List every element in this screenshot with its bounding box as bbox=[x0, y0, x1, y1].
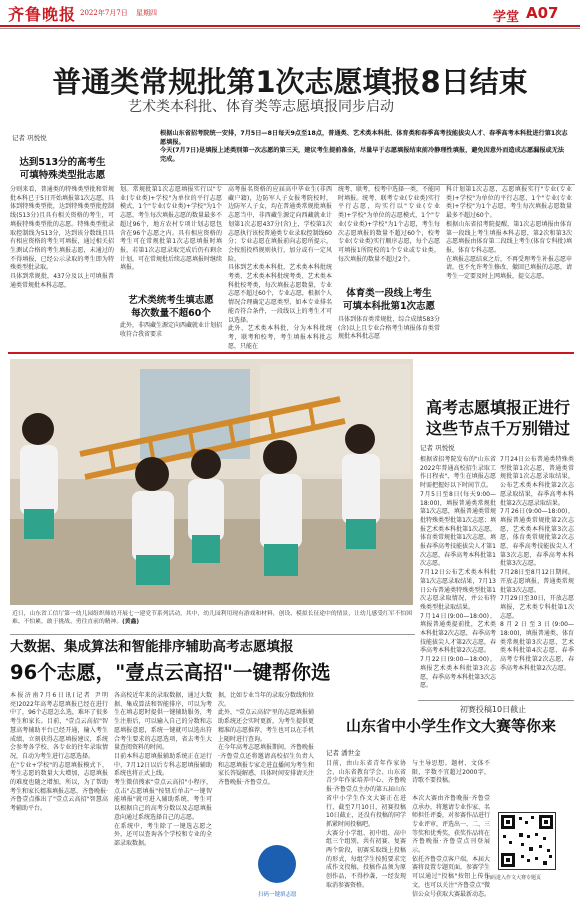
right-article-title: 高考志愿填报正进行 这些节点千万别错过 bbox=[425, 398, 570, 438]
bottom-right-title: 山东省中小学生作文大赛等你来 bbox=[345, 717, 556, 735]
bottom-left-col2: 各高校近年来的录取数据，通过大数据、集成算法和智能排序，可以为考生在填志愿时提供一键辅助服务，考生注册后，可以输入自己的分数和志愿填报意愿，系统一键就可以选出符合考生要求的志愿选项，省去考生大量查阅资料的时间。 目前本科志愿填报辅助系统正在运行中，7月12日以后专科志愿填报辅助系统也将正式上线。 考生微信搜索"壹点云高招"小程序，点击"志愿填报"按钮后单击"一键智能填报"就可进入辅助系统，考生可以根据自己的高考分数以及志愿填报意向通过系统选择自己的志愿。 在系统中，考生除了一键选志愿之外，还可以查询各个学校和专业的全部录取数据。 bbox=[114, 692, 212, 847]
qr-caption: 扫码进入作文大赛专题页 bbox=[486, 875, 542, 881]
bottom-right-divider bbox=[418, 700, 574, 701]
photo-caption bbox=[12, 610, 412, 626]
main-subhead: 艺术类本科批、体育类等志愿填报同步启动 bbox=[128, 99, 394, 115]
yidian-badge-label: 扫码一键填志愿 bbox=[258, 892, 297, 898]
news-photo bbox=[10, 359, 413, 605]
bottom-right-kicker: 初赛投稿10日截止 bbox=[459, 705, 527, 714]
newspaper-logo: 齐鲁晚报 bbox=[8, 5, 77, 24]
photo-caption-text: 近日，山东省工信厅第一幼儿园组织师幼开展七一建党节系列活动，其中，幼儿园利用现有游戏和材料，创设、模拟长征途中的情景，让幼儿感受红军不怕困难、不怕累，敢于挑战、勇往直前的精神。 bbox=[12, 611, 412, 625]
main-lead: 根据山东省招考院统一安排，7月5日—8日每天9点至18点，普通类、艺术类本科批、体育类和春季高考技能拔尖人才、春季高考本科批进行第1次志愿填报。 今天(7月7日)是填报上述类别第一次志愿的第三天，建议考生提前准备，尽量早于志愿填报结束前冷静理性填报，避免因意外而造成志愿漏报或无法完成。 bbox=[160, 130, 568, 163]
article-col4: 统考、联考，校考中选择一类，不能同时填报。统考、联考专业(专业类)实行平行志愿，均实行以"专业(专业类)+学校"为单位的志愿模式，1个"专业(专业类)+学校"为1个志愿，考生每次志愿填报的数量不超过60个，校考专业(专业类)实行顺序志愿，每个志愿可填报1所院校的1个专业或专业类，每次填报的数量不超过2个。 bbox=[338, 186, 441, 263]
article-col2: 划。常规批第1次志愿填报实行以"专业(专业类)+学校"为单位的平行志愿模式，1个"专业(专业类)+学校"为1个志愿，考生每次填报志愿的数量最多不超过96个，地方农村专项计划志愿包含在96个志愿之内。具有相应资格的考生可在常规批第1次志愿填报时填报，若第1次志愿录取完成后仍有剩余计划，可在常规批后续志愿填报时继续填报。 bbox=[120, 186, 223, 272]
bottom-right-col1: 目前，由山东省青年作家协会、山东省教育学会、山东省青少年作家培养中心、齐鲁晚报·齐鲁壹点主办的第五届山东省中小学生作文大赛正在进行，截至7月10日，初赛投稿10日截止，还没有投稿的同学抓紧时间投稿吧。 大赛分小学组、初中组、高中组三个组别，共有初赛、复赛两个阶段，初赛采取线上投稿的形式，每组学生按照要求完成作文投稿，投稿作品须为原创作品，不得抄袭，一经发现取消参赛资格。 bbox=[326, 760, 406, 889]
article-col2-cont: 此外，非西藏生源定向西藏就业计划招收符合我省要求 bbox=[120, 322, 223, 338]
bottom-left-divider bbox=[10, 634, 415, 635]
right-article-byline: 记者 巩悦悦 bbox=[420, 444, 455, 452]
photo-caption-credit: (黄鑫) bbox=[122, 619, 140, 625]
bottom-left-title2: 96个志愿，"壹点云高招"一键帮你选 bbox=[10, 661, 331, 684]
issue-date: 2022年7月7日 bbox=[80, 9, 128, 17]
bottom-right-col2: 与主导思想。题材、文体不限，字数不宜超过2000字，诗歌不要投稿。 本次大赛由齐鲁晚报·齐鲁壹点承办，将邀请专业作家、名师担任评委，对参赛作品进行专业评审，评选出一、二、三等奖和优秀奖，获奖作品将在齐鲁晚报·齐鲁壹点刊登展示。 依托齐鲁壹点客户端，本届大赛将设置专题页面，参赛学生可以通过"投稿"按钮上传作文，也可以关注"齐鲁壹点"微信公众号获取大赛最新动态。 bbox=[412, 760, 491, 898]
bottom-left-col3: 据，比如专业当年的录取分数线和位次。 此外，"壹点云高招"里的志愿填报辅助系统还会实时更新，为考生提供更精准的志愿推荐，考生也可以在手机上随时进行查询。 在今年高考志愿填报期间，齐鲁晚报·齐鲁壹点还将邀请高校招生负责人和志愿填报专家走进直播间为考生和家长答疑解惑，具体时间安排请关注齐鲁晚报·齐鲁壹点。 bbox=[218, 692, 315, 787]
article-col1: 分则来看，普通类的特殊类型批和常规批本科已于5日开始填报第1次志愿，具体到特殊类型批，达到特殊类型批控制线(513分)且具有相关资格的考生，可填报特殊类型批的志愿。特殊类型批录取控制线为513分，达到该分数线且具有相应资格的考生可填报，通过相关招生测试合格的考生填报志愿，未通过的不得填报，已经公示录取的考生即为特殊类型批录取。 具体到常规批，437分及以上可填报普通类常规批本科志愿， bbox=[10, 186, 114, 289]
section-divider bbox=[8, 352, 574, 354]
subtitle-art-exam: 艺术类统考生填志愿 每次数量不超60个 bbox=[128, 295, 214, 319]
issue-weekday: 星期四 bbox=[136, 9, 157, 17]
main-byline: 记者 巩悦悦 bbox=[12, 134, 47, 142]
bottom-left-title1: 大数据、集成算法和智能排序辅助高考志愿填报 bbox=[10, 639, 294, 655]
bottom-right-byline: 记者 潘世金 bbox=[326, 749, 361, 757]
right-article-col2: 7月24日公布普通类特殊类型批第1次志愿，普通类常规批第1次志愿录取结果，公布艺术类本科批第2次志愿录取结果，春季高考本科批第2次志愿录取结果。 7月26日(9:00—18:00)，填报普通类常规批第2次志愿，艺术类本科批第3次志愿，体育类常规批第2次志愿，春季高考技能拔尖人才第3次志愿，春季高考本科批第3次志愿。 7月28日至8月12日期间，开放志愿填报，普通类常规批第3次志愿。 7月29日至30日，开放志愿填报，艺术类专科批第1次志愿。 8月2日至3日(9:00—18:00)，填报普通类、体育类常规批第3次志愿，艺术类本科批第4次志愿，春季高考专科批第2次志愿，春季高考本科批第2次志愿。 bbox=[500, 456, 574, 672]
masthead-thin-rule bbox=[0, 28, 580, 29]
children-playing-photo bbox=[10, 359, 413, 605]
right-article-col1: 根据省招考院发布的"山东省2022年普通高校招生录取工作日程表"，考生在填报志愿时需把握好以下时间节点。 7月5日至8日(每天9:00—18:00)，填报普通类常规批第1次志愿，填报普通类常规批特殊类型批第1次志愿；填报艺术类本科批第1次志愿，体育类常规批第1次志愿，填报春季高考技能拔尖人才第1次志愿，春季高考本科批第1次志愿。 7月12日公布艺术类本科批第1次志愿录取结果，7月13日公布普通类特殊类型批第1次志愿录取情况，并公布特殊类型批录取结果。 7月14日(9:00—18:00)，填报普通类提前批，艺术类本科批第2次志愿，春季高考技能拔尖人才第2次志愿，春季高考本科批第2次志愿。 7月22日(9:00—18:00)，填报艺术类本科批第3次志愿，春季高考本科批第3次志愿。 bbox=[420, 456, 496, 690]
qr-code[interactable] bbox=[498, 812, 556, 870]
main-headline: 普通类常规批第1次志愿填报8日结束 bbox=[52, 65, 528, 99]
subtitle-sports: 体育类一段线上考生 可填本科批第1次志愿 bbox=[342, 288, 436, 312]
article-col4-cont: 具体到体育类常规批，综合成绩583分(含)以上且专业合格考生填报体育类常规批本科批志愿 bbox=[338, 316, 440, 341]
qr-code-icon bbox=[499, 813, 555, 869]
article-col5: 科计划第1次志愿，志愿填报实行"专业(专业类)+学校"为单位的平行志愿，1个"专业(专业类)+学校"为1个志愿，考生每次填报志愿数量最多不超过60个。 根据山东省招考院提醒，第1次志愿填报由体育第一段线上考生填报本科志愿，第2次和第3次志愿填报由体育第二段线上考生(体育专科批)填报，体育专科志愿。 在填报志愿结束之后，不再受理考生补报志愿申请，也不允许考生修改、撤回已填报的志愿，请考生一定要及时上网填报，提交志愿。 bbox=[446, 186, 573, 281]
lead-divider bbox=[120, 184, 575, 185]
bottom-left-col1: 本报济南7月6日讯(记者 尹明亮)2022年高考志愿填报已经在进行中了，96个志愿怎么选，难坏了很多考生和家长。目前，"壹点云高招"智慧高考辅助平台已经开通，输入考生成绩，立刻获得志愿填报建议，系统会参考各学校、各专业的往年录取情况，自动为考生进行志愿选择。 在"专业+学校"的志愿填报模式下，考生志愿的数量大大增加，志愿填报的难度也随之增加，所以，为了帮助考生和家长精准填报志愿，齐鲁晚报·齐鲁壹点推出了"壹点云高招"智慧高考辅助平台。 bbox=[10, 692, 108, 813]
page-number: A07 bbox=[526, 4, 559, 22]
subtitle-special-type: 达到513分的高考生 可填特殊类型批志愿 bbox=[19, 157, 106, 181]
section-name: 学堂 bbox=[493, 10, 520, 25]
masthead-rule bbox=[0, 25, 580, 27]
yidian-app-badge[interactable] bbox=[258, 845, 296, 883]
article-col3: 高考报名资格的应届高中毕业生(非西藏户籍)，边防军人子女报考院校时，边防军人子女，均在普通类常规批填报志愿当中，非西藏生源定向西藏就业计划第1次志愿437分(含)上，学校第1次志愿执行该校普通类专业录取控制线60分；专业志愿在填报前向志愿所提示，会按照投档规则执行，加分或有一定风险。 具体到艺术类本科批，艺术类本科批统考类、艺术类本科批统考类、艺术类本科批校考类，每次填报志愿数量，专业志愿不超过60个，专业志愿，根据个人情况合理确定志愿类型，如本专业排名能否符合条件，一段线以上的考生才可以选择。 此外，艺术类本科批，分为本科批统考，联考和校考，考生填报本科批志愿，只能在 bbox=[228, 186, 332, 350]
